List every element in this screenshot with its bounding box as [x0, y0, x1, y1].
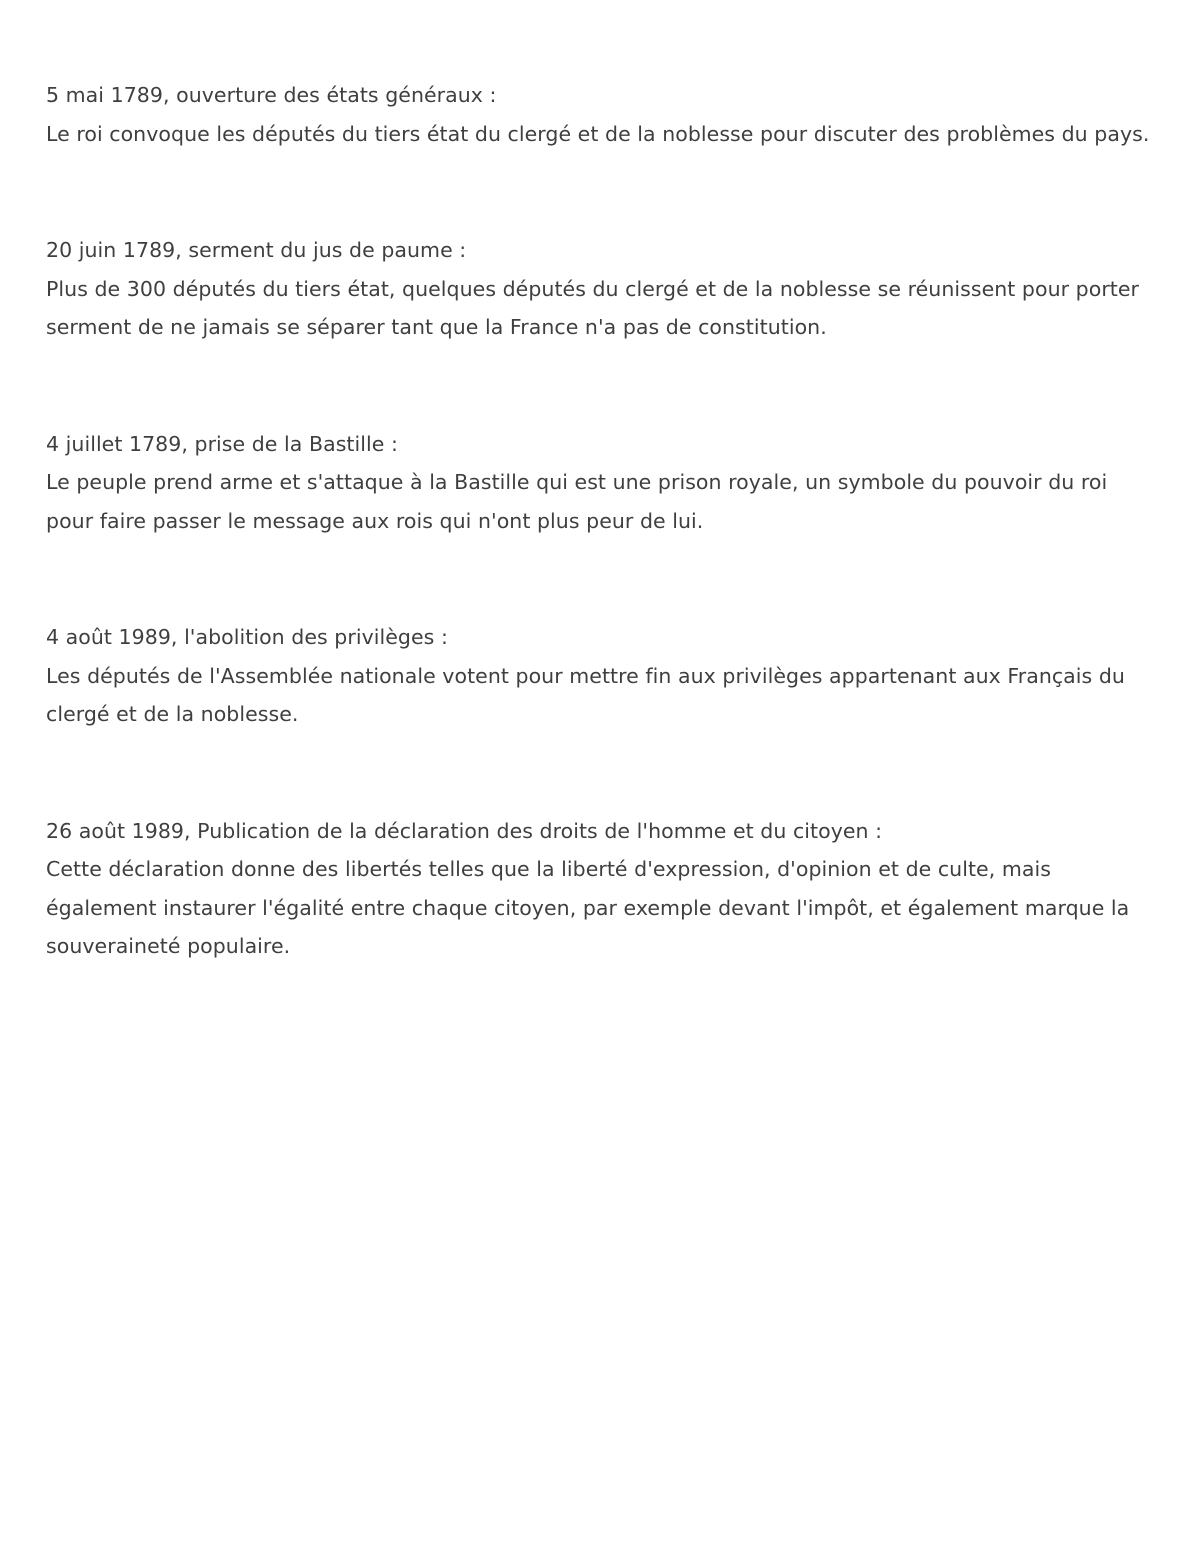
- entry-text: Le roi convoque les députés du tiers état du clergé et de la noblesse pour discuter des problèmes du pays.: [46, 121, 1150, 146]
- timeline-entry: [46, 76, 1156, 153]
- entry-text: Plus de 300 députés du tiers état, quelques députés du clergé et de la noblesse se réunissent pour porter serment de ne jamais se séparer tant que la France n'a pas de constitution.: [46, 276, 1140, 339]
- timeline-entries: [46, 76, 1156, 1044]
- entry-heading: 4 août 1989, l'abolition des privilèges :: [46, 625, 448, 649]
- entry-heading: 26 août 1989, Publication de la déclaration des droits de l'homme et du citoyen :: [46, 818, 883, 843]
- entry-heading: 20 juin 1789, serment du jus de paume :: [46, 238, 467, 262]
- entry-text: Le peuple prend arme et s'attaque à la Bastille qui est une prison royale, un symbole du pouvoir du roi pour faire passer le message aux rois qui n'ont plus peur de lui.: [46, 470, 1108, 533]
- entry-heading: 4 juillet 1789, prise de la Bastille :: [46, 431, 398, 456]
- timeline-entry: [46, 618, 1156, 734]
- entry-text: Les députés de l'Assemblée nationale votent pour mettre fin aux privilèges appartenant aux Français du clergé et de la noblesse.: [46, 663, 1125, 726]
- timeline-entry: [46, 425, 1156, 541]
- entry-text: Cette déclaration donne des libertés telles que la liberté d'expression, d'opinion et de culte, mais également instaurer l'égalité entre chaque citoyen, par exemple devant l'impôt, et également marque la souveraineté populaire.: [46, 857, 1130, 958]
- timeline-entry: [46, 812, 1156, 966]
- entry-heading: 5 mai 1789, ouverture des états généraux :: [46, 83, 497, 107]
- timeline-entry: [46, 231, 1156, 347]
